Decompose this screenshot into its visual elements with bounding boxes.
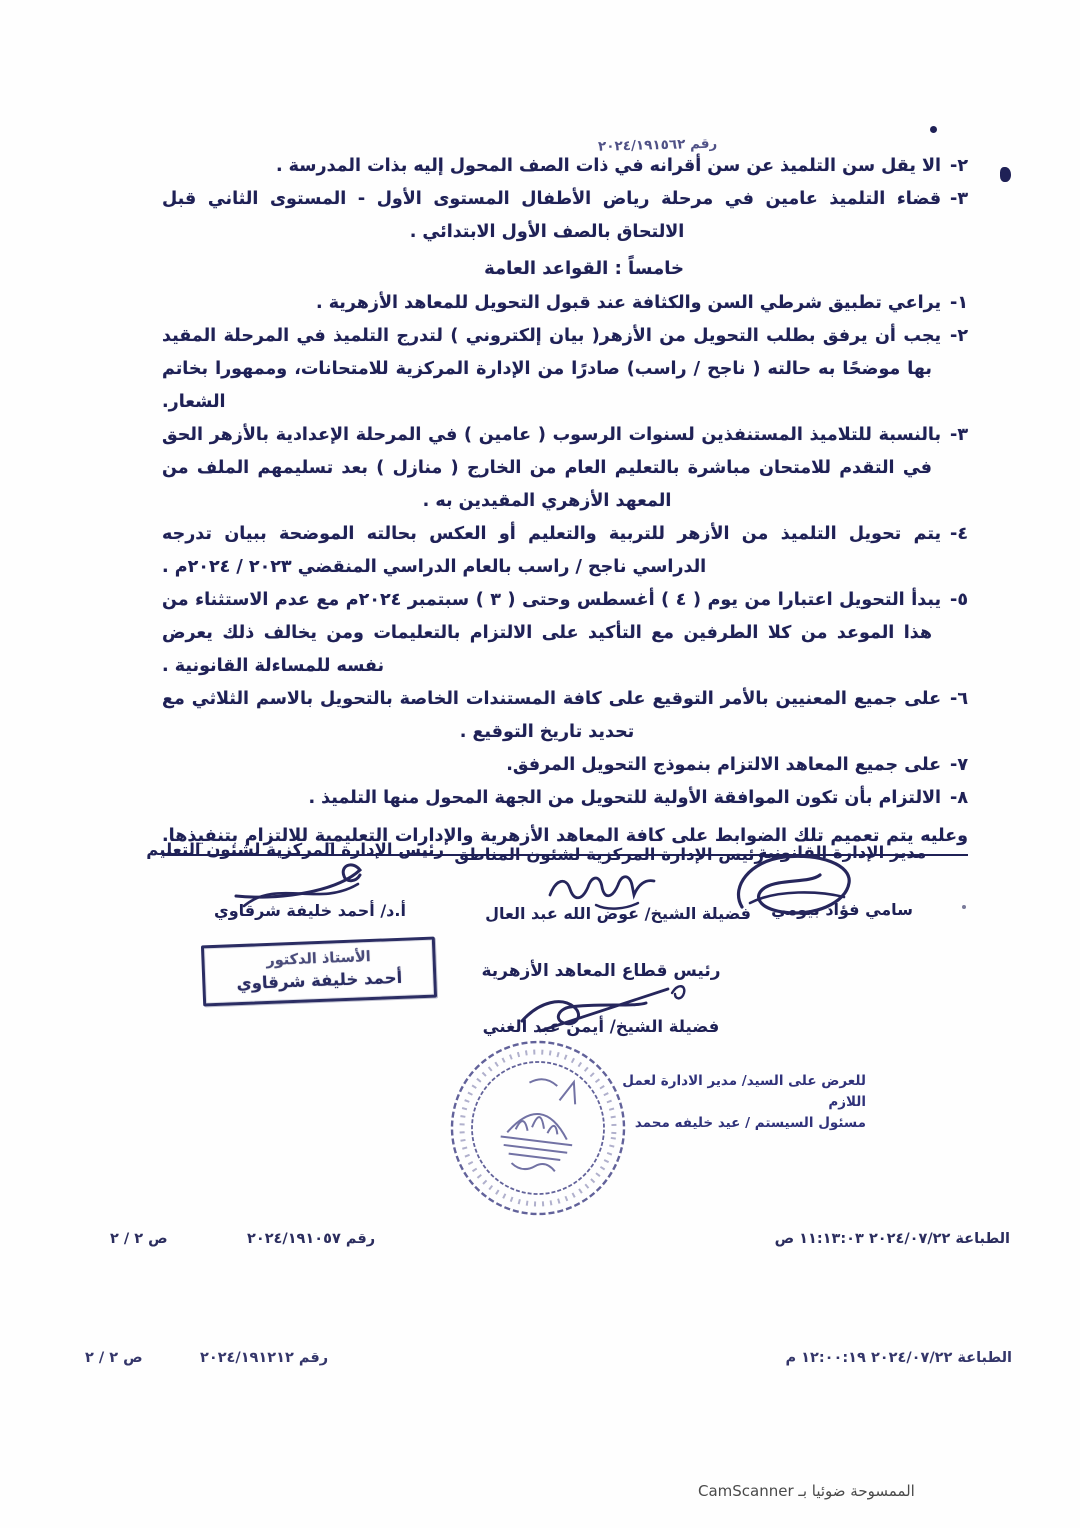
signatory-title: رئيس الإدارة المركزية لشئون التعليم bbox=[146, 840, 444, 859]
print-timestamp: الطباعة ٢٠٢٤/٠٧/٢٢ ١٢:٠٠:١٩ م bbox=[785, 1350, 1012, 1366]
item-number: ٢- bbox=[950, 156, 968, 176]
item-number: ٥- bbox=[950, 590, 968, 610]
signature-block-education-director bbox=[146, 840, 444, 920]
signatory-name: أ.د/ أحمد خليفة شرقاوي bbox=[214, 901, 406, 920]
stamp-title: الأستاذ الدكتور bbox=[266, 949, 372, 970]
rule-item bbox=[162, 320, 968, 419]
item-number: ٨- bbox=[950, 788, 968, 808]
item-text: يبدأ التحويل اعتبارا من يوم ( ٤ ) أغسطس وحتى ( ٣ ) سبتمبر ٢٠٢٤م مع عدم الاستثناء من هذا الموعد من كلا الطرفين مع التأكيد على الالتزام بالتعليمات ومن يخالف ذلك يعرض نفسه للمساءلة القانونية . bbox=[162, 590, 942, 676]
intro-item bbox=[162, 183, 968, 249]
action-note-line: مسئول السيستم / عيد خليفه محمد bbox=[634, 1115, 866, 1131]
official-round-seal-stamp bbox=[435, 1025, 640, 1230]
item-text: يجب أن يرفق بطلب التحويل من الأزهر( بيان إلكتروني ) لتدرج التلميذ في المرحلة المقيد بها موضحًا به حالته ( ناجح / راسب) صادرًا من الإدارة المركزية للامتحانات، وممهورا بخاتم الشعار. bbox=[162, 326, 942, 412]
signatory-title: رئيس قطاع المعاهد الأزهرية bbox=[481, 961, 721, 981]
item-text: بالنسبة للتلاميذ المستنفذين لسنوات الرسوب ( عامين ) في المرحلة الإعدادية بالأزهر الحق في التقدم للامتحان مباشرة بالتعليم العام من الخارج ( منازل ) بعد تسليمهم الملف من المعهد الأزهري المقيدين به . bbox=[162, 425, 942, 511]
signatory-name: سامي فؤاد بيومي bbox=[771, 900, 913, 919]
scan-artifact-mark bbox=[1000, 167, 1011, 182]
print-timestamp: الطباعة ٢٠٢٤/٠٧/٢٢ ١١:١٣:٠٣ ص bbox=[774, 1231, 1010, 1247]
reference-number-stamp: رقم ٢٠٢٤/١٩١٥٦٢ bbox=[597, 135, 718, 155]
rule-item bbox=[162, 782, 968, 815]
item-text: الا يقل سن التلميذ عن سن أقرانه في ذات الصف المحول إليه بذات المدرسة . bbox=[275, 156, 942, 176]
section-heading: خامساً : القواعد العامة bbox=[484, 258, 684, 279]
signatory-title: مدير الإدارة القانونية bbox=[757, 843, 927, 862]
rule-item bbox=[162, 749, 968, 782]
item-text: الالتزام بأن تكون الموافقة الأولية للتحويل من الجهة المحول منها التلميذ . bbox=[308, 788, 942, 808]
item-text: يراعي تطبيق شرطي السن والكثافة عند قبول التحويل للمعاهد الأزهرية . bbox=[315, 293, 942, 313]
signature-block-regions-director bbox=[454, 845, 764, 923]
item-text: قضاء التلميذ عامين في مرحلة رياض الأطفال المستوى الأول - المستوى الثاني قبل الالتحاق بالصف الأول الابتدائي . bbox=[162, 189, 942, 242]
item-text: يتم تحويل التلميذ من الأزهر للتربية والتعليم أو العكس بحالته الموضحة ببيان تدرجه الدراسي ناجح / راسب بالعام الدراسي المنقضي ٢٠٢٣ / ٢٠٢٤م . bbox=[162, 524, 942, 577]
item-number: ٣- bbox=[950, 425, 968, 445]
scan-artifact-dot bbox=[930, 126, 937, 133]
signatory-title: رئيس الإدارة المركزية لشئون المناطق bbox=[454, 845, 764, 864]
item-number: ٤- bbox=[950, 524, 968, 544]
camscanner-watermark: الممسوحة ضوئيا بـ CamScanner bbox=[698, 1482, 915, 1500]
page-number: ص ٢ / ٢ bbox=[85, 1350, 143, 1366]
signatory-name: فضيلة الشيخ/ أيمن عبد الغني bbox=[482, 1017, 720, 1036]
intro-item bbox=[162, 150, 968, 183]
item-number: ٣- bbox=[950, 189, 968, 209]
rule-item bbox=[162, 419, 968, 518]
item-text: على جميع المعنيين بالأمر التوقيع على كافة المستندات الخاصة بالتحويل بالاسم الثلاثي مع تحديد تاريخ التوقيع . bbox=[162, 689, 942, 742]
action-note bbox=[616, 1071, 866, 1134]
item-number: ١- bbox=[950, 293, 968, 313]
rule-item bbox=[162, 518, 968, 584]
action-note-line: للعرض على السيد/ مدير الادارة لعمل اللازم bbox=[622, 1073, 866, 1110]
item-number: ٦- bbox=[950, 689, 968, 709]
stamp-name: أحمد خليفة شرقاوي bbox=[236, 967, 403, 994]
item-text: على جميع المعاهد الالتزام بنموذج التحويل المرفق. bbox=[506, 755, 942, 775]
item-number: ٧- bbox=[950, 755, 968, 775]
document-body bbox=[162, 150, 968, 856]
item-number: ٢- bbox=[950, 326, 968, 346]
closing-statement: وعليه يتم تعميم تلك الضوابط على كافة المعاهد الأزهرية والإدارات التعليمية للالتزام بتنفيذها. bbox=[162, 820, 968, 856]
rectangular-name-stamp bbox=[201, 937, 437, 1007]
print-footer-1 bbox=[0, 1231, 1080, 1255]
signatory-name: فضيلة الشيخ/ عوض الله عبد العال bbox=[485, 904, 751, 923]
rule-item bbox=[162, 584, 968, 683]
document-number: رقم ٢٠٢٤/١٩١٢١٢ bbox=[200, 1350, 329, 1366]
print-footer-2 bbox=[0, 1350, 1080, 1374]
page-number: ص ٢ / ٢ bbox=[110, 1231, 168, 1247]
document-number: رقم ٢٠٢٤/١٩١٠٥٧ bbox=[247, 1231, 376, 1247]
rule-item bbox=[162, 683, 968, 749]
signature-block-sector-head bbox=[450, 961, 752, 1036]
rule-item bbox=[162, 287, 968, 320]
